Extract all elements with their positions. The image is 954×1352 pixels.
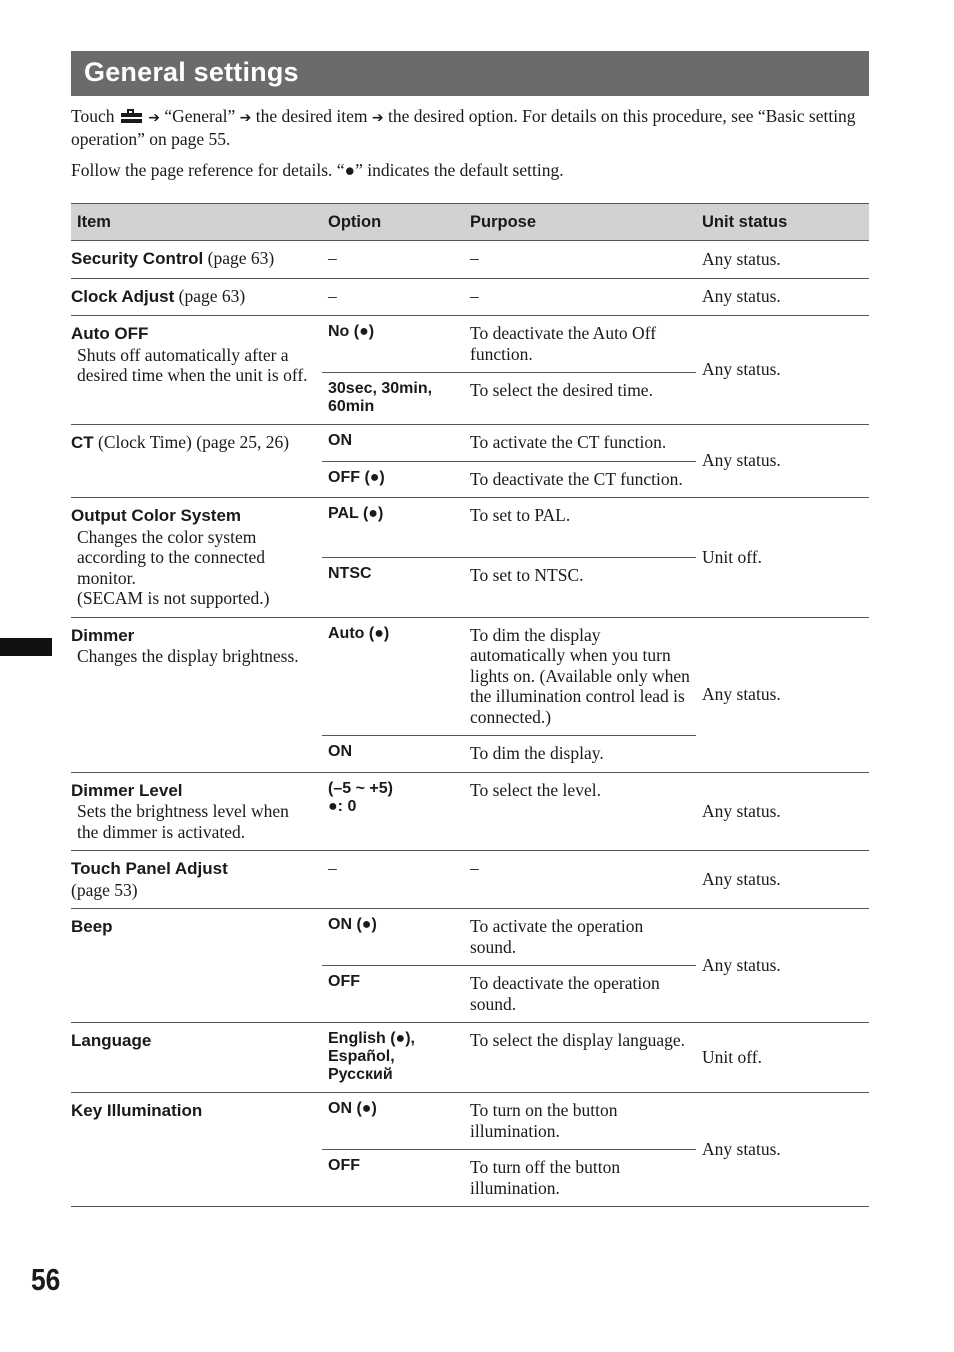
purpose-cell: –: [464, 241, 696, 279]
side-tab-marker: [0, 638, 52, 656]
table-header-row: [71, 204, 869, 241]
item-cell: [71, 316, 322, 425]
table-row: [71, 241, 869, 279]
item-name: Auto OFF: [71, 324, 149, 343]
item-description: Shuts off automatically after a desired time when the unit is off.: [77, 344, 308, 385]
item-description: Changes the color system according to the connected monitor. (SECAM is not supported.): [77, 526, 270, 608]
item-cell: [71, 498, 322, 618]
unit-status-cell: Any status.: [696, 425, 869, 498]
item-name: Output Color System: [71, 506, 242, 525]
table-row: [71, 425, 869, 462]
option-cell: [322, 772, 464, 851]
unit-status-cell: Unit off.: [696, 498, 869, 618]
option-value: No (●): [328, 323, 375, 340]
setup-toolbox-icon: [121, 109, 142, 123]
table-row: [71, 1093, 869, 1150]
intro-desired-option: the desired option. For details on this procedure, see “Basic setting operation” on page 55.: [71, 106, 856, 149]
item-description: Sets the brightness level when the dimmer is activated.: [77, 801, 289, 842]
item-name: Touch Panel Adjust: [71, 859, 228, 878]
header-unit-status: Unit status: [696, 204, 869, 241]
item-name: Beep: [71, 917, 113, 936]
option-cell: [322, 498, 464, 558]
unit-status-cell: Any status.: [696, 316, 869, 425]
purpose-cell: To set to NTSC.: [464, 557, 696, 617]
purpose-cell: To select the display language.: [464, 1023, 696, 1093]
option-cell: [322, 425, 464, 462]
option-value: ON: [328, 743, 352, 760]
page-number: 56: [31, 1262, 61, 1297]
option-value: OFF: [328, 1157, 360, 1174]
arrow-icon: ➔: [239, 110, 252, 126]
intro-desired-item: the desired item: [255, 106, 368, 126]
item-page-ref: (page 63): [203, 248, 275, 268]
option-cell: [322, 966, 464, 1023]
table-row: [71, 851, 869, 909]
option-value: ON (●): [328, 916, 377, 933]
unit-status-cell: Any status.: [696, 278, 869, 316]
purpose-cell: To activate the operation sound.: [464, 909, 696, 966]
unit-status-cell: Any status.: [696, 241, 869, 279]
option-cell: [322, 278, 464, 316]
option-cell: [322, 241, 464, 279]
item-name: CT: [71, 433, 94, 452]
item-cell: [71, 241, 322, 279]
option-value: ON (●): [328, 1100, 377, 1117]
item-name: Security Control: [71, 249, 204, 268]
option-cell: [322, 851, 464, 909]
item-name: Clock Adjust: [71, 286, 175, 306]
intro-text: [71, 106, 861, 181]
item-cell: [71, 772, 322, 851]
purpose-cell: To turn off the button illumination.: [464, 1150, 696, 1207]
arrow-icon: ➔: [148, 110, 160, 126]
table-row: [71, 1023, 869, 1093]
table-row: [71, 617, 869, 736]
header-option: Option: [322, 204, 464, 241]
header-purpose: Purpose: [464, 204, 696, 241]
item-cell: [71, 909, 322, 1023]
purpose-cell: –: [464, 851, 696, 909]
option-cell: [322, 1093, 464, 1150]
option-cell: [322, 316, 464, 373]
item-name: Dimmer Level: [71, 780, 183, 800]
item-cell: [71, 617, 322, 772]
item-page-ref: (page 63): [174, 285, 246, 306]
table-row: [71, 772, 869, 851]
item-page-ref: (Clock Time) (page 25, 26): [93, 432, 290, 452]
table-row: [71, 909, 869, 966]
option-value: OFF (●): [328, 468, 385, 486]
unit-status-cell: Unit off.: [696, 1023, 869, 1093]
purpose-cell: To dim the display automatically when you turn lights on. (Available only when the illumination control lead is connected.): [464, 617, 696, 736]
intro-touch: Touch: [71, 106, 115, 126]
item-name: Key Illumination: [71, 1101, 203, 1120]
purpose-cell: To deactivate the CT function.: [464, 461, 696, 498]
option-cell: [322, 373, 464, 425]
unit-status-cell: Any status.: [696, 909, 869, 1023]
option-cell: [322, 617, 464, 736]
option-value: Auto (●): [328, 624, 390, 642]
purpose-cell: To deactivate the Auto Off function.: [464, 316, 696, 373]
unit-status-cell: Any status.: [696, 772, 869, 851]
unit-status-cell: Any status.: [696, 617, 869, 772]
purpose-cell: To activate the CT function.: [464, 425, 696, 462]
option-value: OFF: [328, 973, 360, 990]
item-page-ref: (page 53): [71, 879, 138, 900]
option-value: PAL (●): [328, 505, 384, 522]
purpose-cell: To set to PAL.: [464, 498, 696, 558]
option-value: (–5 ~ +5) ●: 0: [328, 779, 393, 815]
item-cell: [71, 278, 322, 316]
item-name: Dimmer: [71, 625, 135, 645]
item-cell: [71, 1023, 322, 1093]
intro-general: “General”: [164, 106, 236, 126]
arrow-icon: ➔: [371, 110, 384, 126]
item-cell: [71, 1093, 322, 1207]
settings-table: [71, 203, 869, 1207]
option-cell: [322, 1150, 464, 1207]
option-cell: [322, 557, 464, 617]
header-item: Item: [71, 204, 322, 241]
option-value: English (●), Español, Русский: [328, 1030, 415, 1083]
option-cell: [322, 1023, 464, 1093]
purpose-cell: To select the desired time.: [464, 373, 696, 425]
table-row: [71, 498, 869, 558]
purpose-cell: To turn on the button illumination.: [464, 1093, 696, 1150]
option-value: NTSC: [328, 564, 372, 582]
table-row: [71, 278, 869, 316]
purpose-cell: To deactivate the operation sound.: [464, 966, 696, 1023]
unit-status-cell: Any status.: [696, 851, 869, 909]
purpose-cell: To dim the display.: [464, 736, 696, 773]
settings-table-body: [71, 241, 869, 1207]
option-value: –: [328, 858, 337, 878]
intro-line-2: Follow the page reference for details. “●” indicates the default setting.: [71, 160, 564, 180]
purpose-cell: To select the level.: [464, 772, 696, 851]
item-description: Changes the display brightness.: [77, 646, 299, 666]
purpose-cell: –: [464, 278, 696, 316]
item-name: Language: [71, 1031, 152, 1050]
section-title: General settings: [71, 51, 869, 96]
option-cell: [322, 909, 464, 966]
option-cell: [322, 736, 464, 773]
option-value: –: [328, 248, 337, 268]
option-cell: [322, 461, 464, 498]
item-cell: [71, 425, 322, 498]
unit-status-cell: Any status.: [696, 1093, 869, 1207]
intro-line-1: [71, 106, 861, 149]
option-value: ON: [328, 432, 352, 449]
option-value: –: [328, 285, 337, 306]
option-value: 30sec, 30min, 60min: [328, 380, 433, 415]
item-cell: [71, 851, 322, 909]
table-row: [71, 316, 869, 373]
